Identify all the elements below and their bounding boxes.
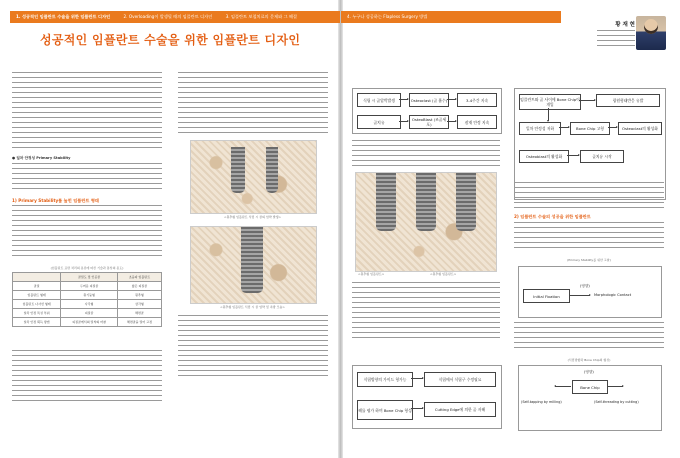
diagram3-box-chip-solid: Bone Chip 고형 <box>570 122 610 135</box>
diagram1-box-stability: 잠재 안정 지속 <box>457 115 497 129</box>
body-text-column-4a <box>514 182 664 210</box>
series-tab-4[interactable]: 4. 누구나 성공하는 Flapless Surgery 방법 <box>347 14 428 19</box>
diagram1-box-osteoblast: OsteoBlast (조골세포) <box>409 115 449 129</box>
table-cell: 두꺼운 피질골 <box>61 282 118 291</box>
table-cell: 일차 안정 특성 부위 <box>13 309 61 318</box>
diagram1-box-osteoclast: Osteoclast (골 흡수) <box>409 93 449 107</box>
series-tab-3[interactable]: 3. 임플란트 보철치료의 문제와 그 해결 <box>225 14 297 19</box>
table-row <box>13 300 162 309</box>
diagram3-box-osteoclast: Osteoclast의 활성화 <box>618 122 662 135</box>
diagram4-morphologic-contact: Morphologic Contact <box>594 293 632 297</box>
implant-shape <box>416 173 436 231</box>
body-text-column-4b <box>514 222 664 252</box>
body-text-column-4c <box>514 322 664 352</box>
cone-caption-2: <원추형 임플란트> <box>430 272 457 276</box>
diagram3-box-osteoblast: Osteoblast의 활성화 <box>519 150 569 163</box>
table-cell: 사각형 <box>61 300 118 309</box>
diagram1-box-3-4weeks: 3-4주간 지속 <box>457 93 497 107</box>
table-header-cell <box>13 273 61 282</box>
author-block <box>565 20 635 50</box>
arrow-right <box>399 99 408 100</box>
table-row <box>13 309 162 318</box>
arrow-right <box>447 121 456 122</box>
subhead-section-1: 1) Primary Stability를 높힌 임플란트 형태 <box>12 198 99 203</box>
arrow-right <box>579 100 595 101</box>
table-header-row <box>13 273 162 282</box>
series-tab-1[interactable]: 1. 성공적인 임플란트 수술을 위한 임플란트 디자인 <box>16 14 111 19</box>
implant-caption-2: <원추형 임플란트 식립 시 골 압박 및 측방 모습> <box>220 305 285 309</box>
author-portrait <box>636 16 666 50</box>
table-cell: 해면골 <box>117 309 161 318</box>
implant-shape <box>231 147 245 193</box>
body-text-column-3b <box>352 282 500 342</box>
body-text-column-1b <box>12 163 162 193</box>
diagram3-box-healing: 골치유 시작 <box>580 150 624 163</box>
series-tab-2[interactable]: 2. Overloading이 발생될 때의 임플란트 디자인 <box>123 14 213 19</box>
diagram3-box-chip-interposition: 임플란트와 골 사이에 Bone Chip이 개입 <box>519 94 581 110</box>
table-header-cell: 초음파 임플란트 <box>117 273 161 282</box>
table-cell: 피질골에서의 밀착의 마찰 <box>61 318 118 327</box>
body-text-column-2b <box>178 315 328 380</box>
diagram2-box-correction: 식립에서 식립구 수정필요 <box>424 372 496 387</box>
diagram3-box-reaction: 광원형태반응 유발 <box>596 94 660 107</box>
diagram5-bone-chip: Bone Chip <box>572 380 608 394</box>
subhead-primary-stability: ● 일차 안정성 Primary Stability <box>12 156 71 160</box>
arrow-right <box>608 127 617 128</box>
diagram2-box-guide: 식립방향의 가이드 형가능 <box>357 372 413 387</box>
table-row <box>13 291 162 300</box>
implant-shape <box>266 147 278 193</box>
implant-shape <box>376 173 396 231</box>
body-text-column-1c <box>12 205 162 260</box>
table-cell: 삼각형 <box>117 300 161 309</box>
implant-illustration-2 <box>190 226 317 304</box>
author-affiliation-lines <box>565 30 635 50</box>
table-cell: 피질골 <box>61 309 118 318</box>
table-cell: 얇은 피질골 <box>117 282 161 291</box>
series-nav-bar-right <box>341 11 561 23</box>
diagram2-box-cutting-edge: Cutting Edge에 의한 골 자해 <box>424 402 496 417</box>
implant-classification-table <box>12 272 162 327</box>
arrow-right <box>559 127 569 128</box>
diagram3-box-stability-drop: 일차 안정성 저하 <box>519 122 561 135</box>
table-cell: 원기둥형 <box>61 291 118 300</box>
diagram1-box-compression: 식립 시 골압박발생 <box>357 93 401 107</box>
article-title: 성공적인 임플란트 수술을 위한 임플란트 디자인 <box>40 33 301 47</box>
table-cell: 임플란트 나사선 형태 <box>13 300 61 309</box>
arrow-left <box>555 386 571 387</box>
diagram4-influence-label: (영향) <box>580 284 590 288</box>
table-row <box>13 282 162 291</box>
arrow-right <box>567 155 579 156</box>
table-cell: 일차 안정 획득 방법 <box>13 318 61 327</box>
series-nav-bar <box>10 11 340 23</box>
arrow-down <box>548 108 549 121</box>
diagram1-box-healing: 골치유 <box>357 115 401 129</box>
table-cell: 해면골을 밀어 고정 <box>117 318 161 327</box>
table-cell: 골질 <box>13 282 61 291</box>
diagram5-self-tapping: (Self-tapping by milling) <box>521 400 562 404</box>
arrow-right <box>447 99 456 100</box>
table-row <box>13 318 162 327</box>
body-text-column-3a <box>352 140 500 170</box>
micro-chip-illustration <box>355 172 497 272</box>
bone-texture <box>191 141 316 213</box>
table-caption: (임플란트 표면 처리의 분류에 따른 기술과 통상의 용도) <box>50 266 124 270</box>
body-text-column-1d <box>12 350 162 405</box>
fig-caption-bone-chip: (식립방향과 Bone Chip의 형성) <box>567 358 611 362</box>
implant-shape <box>456 173 476 231</box>
table-cell: 임플란트 형태 <box>13 291 61 300</box>
page-gutter <box>338 0 343 458</box>
implant-illustration-1 <box>190 140 317 214</box>
arrow-right <box>411 408 423 409</box>
diagram4-initial-fixation: Initial Fixation <box>523 289 570 303</box>
arrow-right <box>399 121 408 122</box>
arrow-right <box>570 295 590 296</box>
diagram2-box-bone-chip: 해를 평가 하며 Bone Chip 형성 <box>357 400 413 420</box>
diagram5-influence-label: (영향) <box>584 370 594 374</box>
body-text-column-1a <box>12 72 162 152</box>
implant-shape <box>241 227 263 293</box>
fig-caption-stability: (Primary Stability를 위한 고찰) <box>567 258 611 262</box>
implant-caption-1: <원추형 임플란트 식립 시 골의 압박 발생> <box>223 215 282 219</box>
subhead-section-2: 2) 임플란트 수술의 성공을 위한 임플란트 <box>514 214 591 219</box>
diagram5-self-threading: (Self-threading by cutting) <box>594 400 639 404</box>
table-cell: 원추형 <box>117 291 161 300</box>
arrow-right <box>607 386 623 387</box>
author-name: 황 재 현 <box>615 22 635 28</box>
cone-caption-1: <원추형 임플란트> <box>358 272 385 276</box>
table-header-cell: 골밀도 및 인공골 <box>61 273 118 282</box>
arrow-right <box>411 378 423 379</box>
body-text-column-2a <box>178 72 328 137</box>
